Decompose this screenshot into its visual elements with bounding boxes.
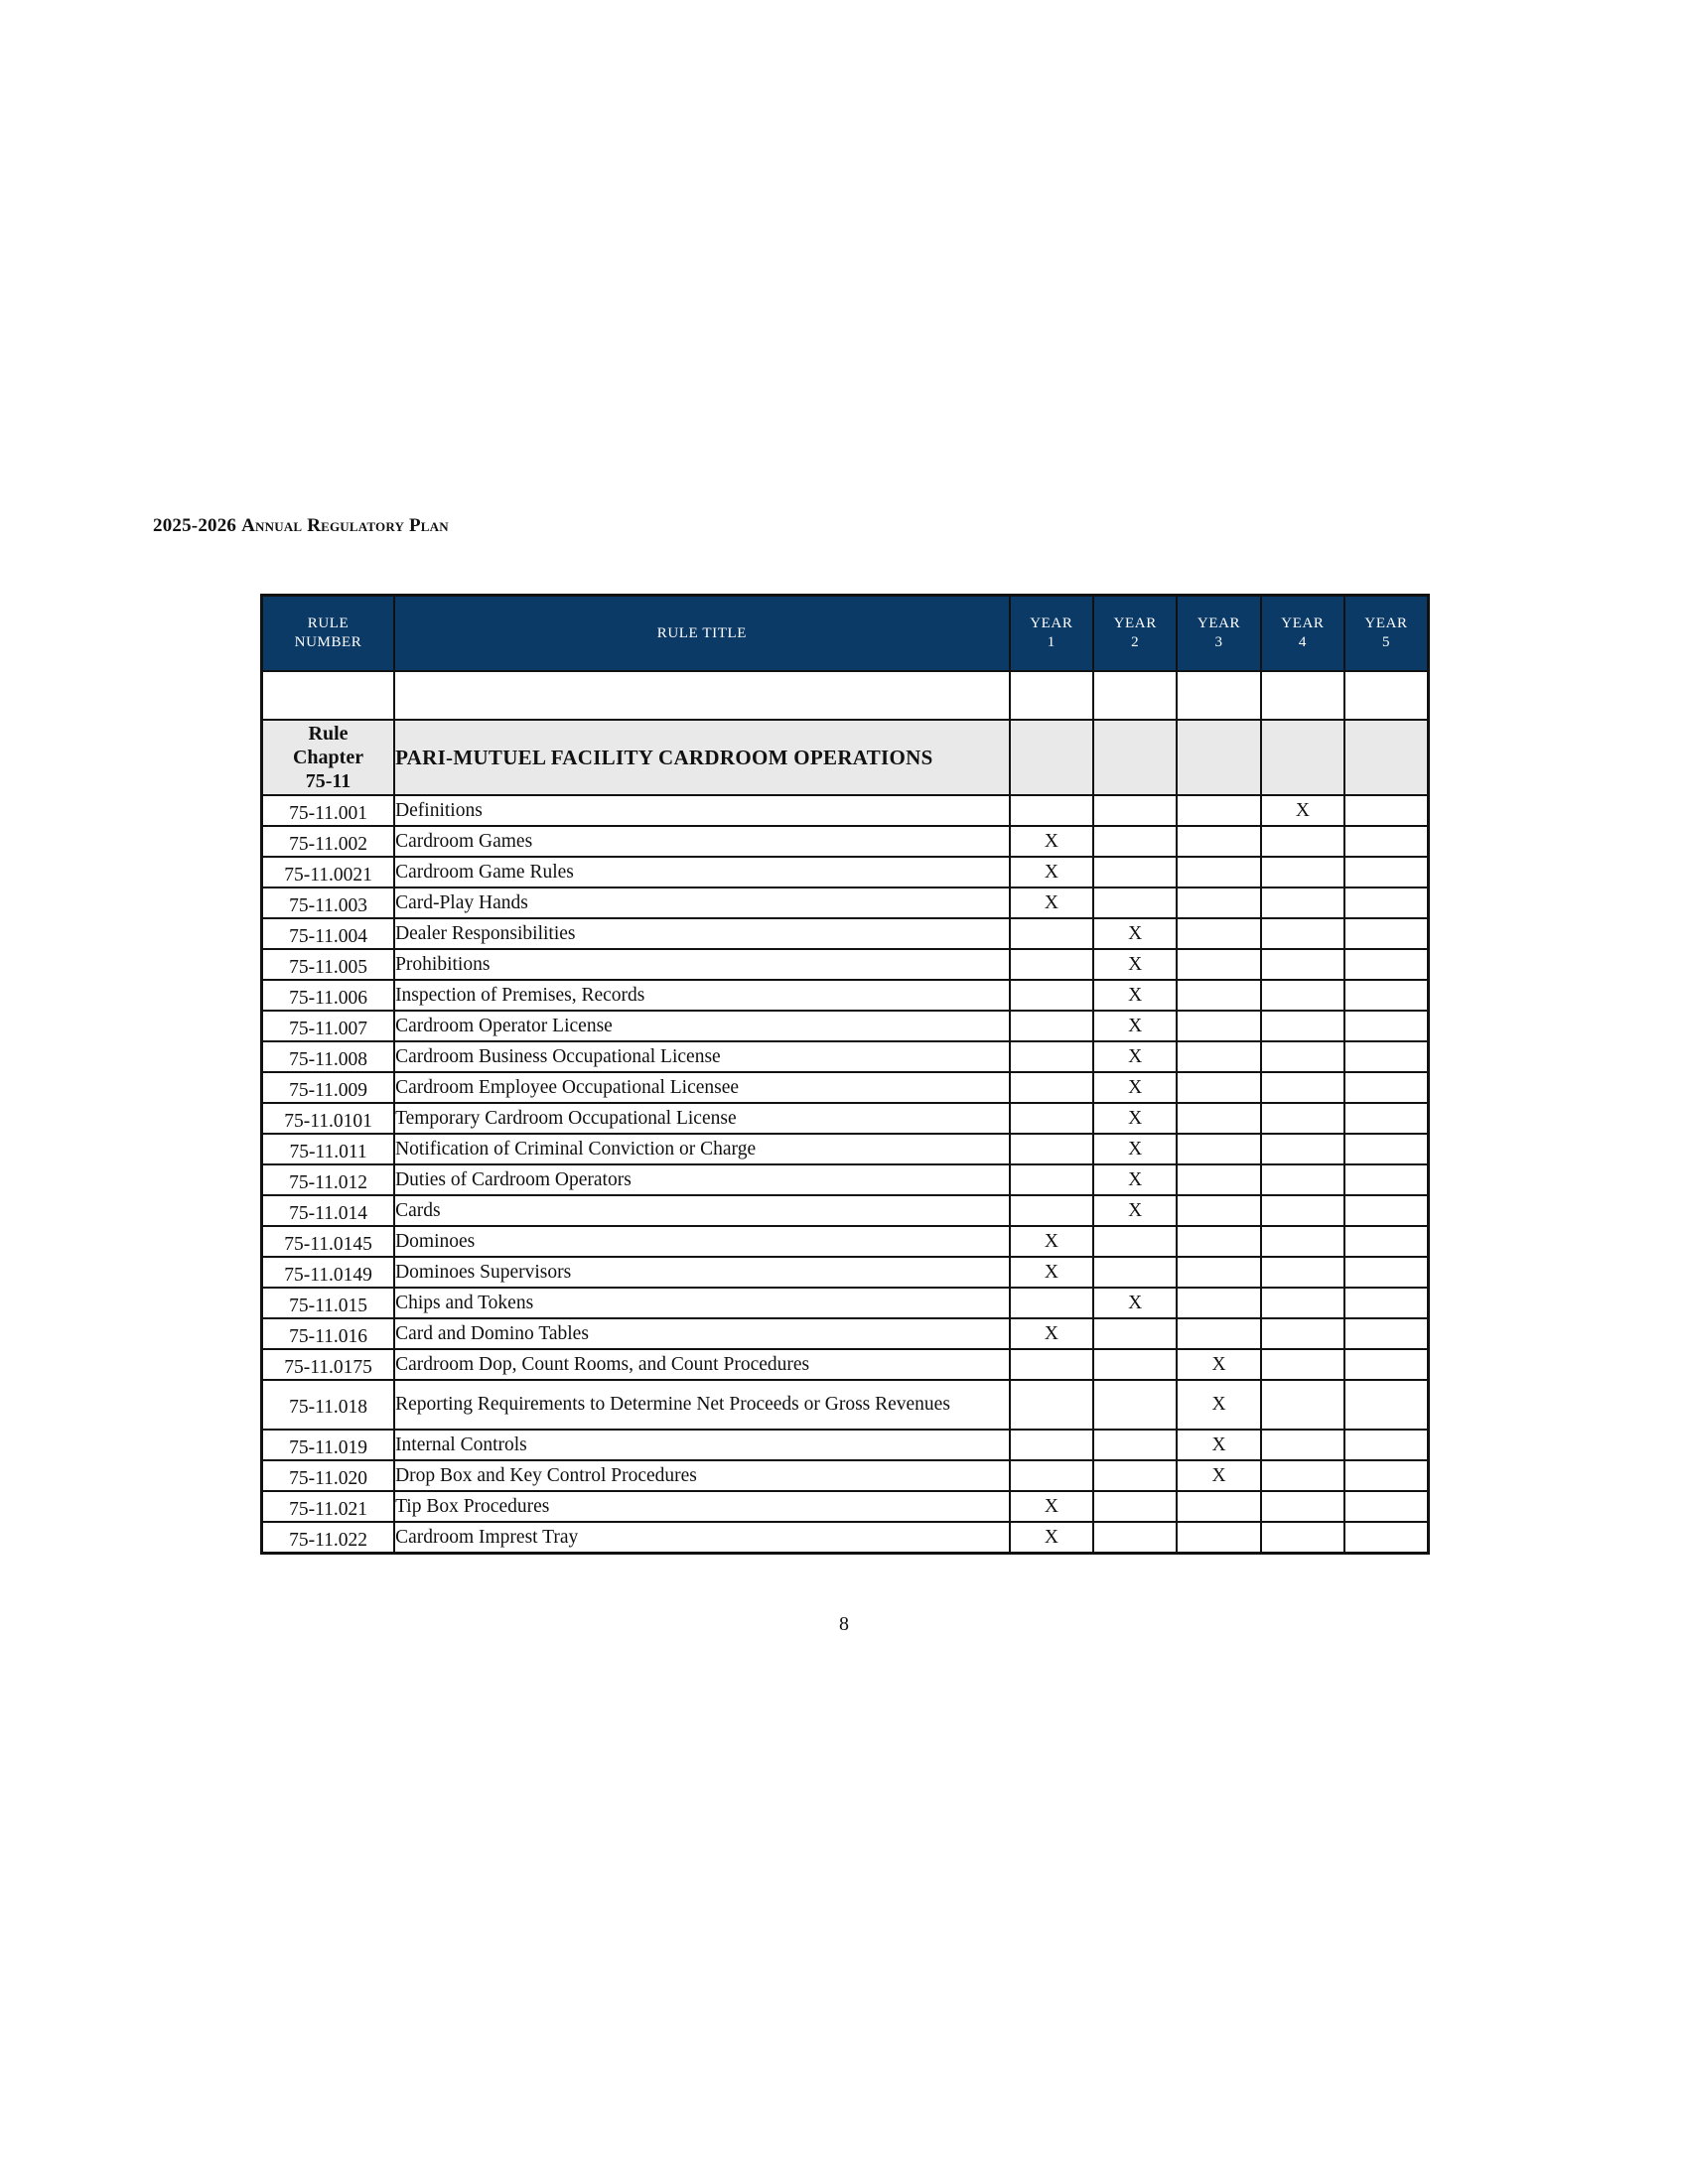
rule-number: 75-11.003 bbox=[289, 894, 367, 916]
year-2-mark: X bbox=[1093, 1041, 1177, 1072]
year-5-mark bbox=[1344, 1195, 1428, 1226]
year-3-mark bbox=[1177, 1257, 1260, 1288]
year-5-mark bbox=[1344, 1522, 1428, 1554]
year-1-mark: X bbox=[1010, 1226, 1093, 1257]
table-row bbox=[262, 1226, 1429, 1257]
column-header-year-3: YEAR 3 bbox=[1177, 596, 1260, 672]
rule-title: Cardroom Business Occupational License bbox=[394, 1041, 1010, 1072]
year-5-mark bbox=[1344, 918, 1428, 949]
rule-title: Dominoes bbox=[394, 1226, 1010, 1257]
year-5-mark bbox=[1344, 1011, 1428, 1041]
table-row bbox=[262, 1195, 1429, 1226]
rule-number: 75-11.0145 bbox=[284, 1233, 372, 1255]
year-5-mark bbox=[1344, 1349, 1428, 1380]
column-header-year-5: YEAR 5 bbox=[1344, 596, 1428, 672]
rule-number-cell bbox=[262, 1491, 395, 1522]
year-4-mark bbox=[1261, 1011, 1344, 1041]
year-4-mark bbox=[1261, 1430, 1344, 1460]
year-1-mark bbox=[1010, 1072, 1093, 1103]
rule-title: Notification of Criminal Conviction or Charge bbox=[394, 1134, 1010, 1164]
year-2-mark bbox=[1093, 826, 1177, 857]
rule-number: 75-11.001 bbox=[289, 802, 367, 824]
year-5-mark bbox=[1344, 826, 1428, 857]
table-row bbox=[262, 980, 1429, 1011]
year-4-mark bbox=[1261, 1380, 1344, 1430]
table-row bbox=[262, 826, 1429, 857]
year-3-mark bbox=[1177, 1195, 1260, 1226]
year-5-mark bbox=[1344, 1380, 1428, 1430]
rule-title: Chips and Tokens bbox=[394, 1288, 1010, 1318]
year-5-mark bbox=[1344, 1103, 1428, 1134]
rule-number-cell bbox=[262, 1257, 395, 1288]
rule-number: 75-11.0021 bbox=[284, 864, 372, 886]
year-3-mark bbox=[1177, 857, 1260, 887]
rule-title: Dealer Responsibilities bbox=[394, 918, 1010, 949]
year-2-mark bbox=[1093, 1430, 1177, 1460]
rule-title: Card-Play Hands bbox=[394, 887, 1010, 918]
year-3-mark: X bbox=[1177, 1460, 1260, 1491]
year-1-mark: X bbox=[1010, 857, 1093, 887]
year-4-mark bbox=[1261, 1349, 1344, 1380]
rule-number-cell bbox=[262, 1288, 395, 1318]
rule-number-cell bbox=[262, 1318, 395, 1349]
rule-number-cell bbox=[262, 1226, 395, 1257]
year-4-mark bbox=[1261, 857, 1344, 887]
year-2-mark: X bbox=[1093, 980, 1177, 1011]
year-4-mark bbox=[1261, 1195, 1344, 1226]
table-row bbox=[262, 1430, 1429, 1460]
rule-title: Cardroom Imprest Tray bbox=[394, 1522, 1010, 1554]
year-5-mark bbox=[1344, 887, 1428, 918]
rule-number: 75-11.0175 bbox=[284, 1356, 372, 1378]
rule-number: 75-11.016 bbox=[289, 1325, 367, 1347]
year-2-mark: X bbox=[1093, 1164, 1177, 1195]
rule-title: Card and Domino Tables bbox=[394, 1318, 1010, 1349]
year-4-mark bbox=[1261, 1318, 1344, 1349]
rule-number: 75-11.002 bbox=[289, 833, 367, 855]
chapter-number: Rule Chapter 75-11 bbox=[262, 720, 395, 795]
year-2-mark bbox=[1093, 795, 1177, 826]
table-row bbox=[262, 1134, 1429, 1164]
year-5-mark bbox=[1344, 857, 1428, 887]
table-row bbox=[262, 1072, 1429, 1103]
column-header-rule-title: RULE TITLE bbox=[394, 596, 1010, 672]
rule-number: 75-11.004 bbox=[289, 925, 367, 947]
rule-title: Inspection of Premises, Records bbox=[394, 980, 1010, 1011]
rule-title: Cards bbox=[394, 1195, 1010, 1226]
year-1-mark bbox=[1010, 1349, 1093, 1380]
table-row bbox=[262, 1318, 1429, 1349]
year-5-mark bbox=[1344, 1318, 1428, 1349]
year-2-mark: X bbox=[1093, 1288, 1177, 1318]
rule-title: Temporary Cardroom Occupational License bbox=[394, 1103, 1010, 1134]
year-4-mark bbox=[1261, 887, 1344, 918]
year-5-mark bbox=[1344, 949, 1428, 980]
year-3-mark bbox=[1177, 1164, 1260, 1195]
year-2-mark: X bbox=[1093, 918, 1177, 949]
year-1-mark bbox=[1010, 795, 1093, 826]
year-3-mark bbox=[1177, 795, 1260, 826]
year-4-mark bbox=[1261, 826, 1344, 857]
rule-number: 75-11.012 bbox=[289, 1171, 367, 1193]
year-1-mark bbox=[1010, 1011, 1093, 1041]
column-header-year-1: YEAR 1 bbox=[1010, 596, 1093, 672]
rule-number: 75-11.014 bbox=[289, 1202, 367, 1224]
year-1-mark bbox=[1010, 980, 1093, 1011]
year-2-mark bbox=[1093, 1226, 1177, 1257]
year-5-mark bbox=[1344, 795, 1428, 826]
year-3-mark bbox=[1177, 1288, 1260, 1318]
year-3-mark bbox=[1177, 1011, 1260, 1041]
year-3-mark bbox=[1177, 980, 1260, 1011]
rule-title: Duties of Cardroom Operators bbox=[394, 1164, 1010, 1195]
year-1-mark: X bbox=[1010, 887, 1093, 918]
rule-number: 75-11.0101 bbox=[284, 1110, 372, 1132]
year-5-mark bbox=[1344, 1430, 1428, 1460]
table-row bbox=[262, 1164, 1429, 1195]
rule-title: Drop Box and Key Control Procedures bbox=[394, 1460, 1010, 1491]
year-1-mark bbox=[1010, 1430, 1093, 1460]
year-1-mark bbox=[1010, 1460, 1093, 1491]
year-5-mark bbox=[1344, 1288, 1428, 1318]
year-1-mark bbox=[1010, 949, 1093, 980]
rule-number: 75-11.015 bbox=[289, 1295, 367, 1316]
table-row bbox=[262, 1103, 1429, 1134]
year-2-mark bbox=[1093, 1460, 1177, 1491]
table-row bbox=[262, 1257, 1429, 1288]
rule-title: Prohibitions bbox=[394, 949, 1010, 980]
year-3-mark bbox=[1177, 1318, 1260, 1349]
rule-number: 75-11.019 bbox=[289, 1436, 367, 1458]
year-4-mark bbox=[1261, 1103, 1344, 1134]
year-4-mark bbox=[1261, 949, 1344, 980]
year-3-mark: X bbox=[1177, 1380, 1260, 1430]
year-2-mark: X bbox=[1093, 1011, 1177, 1041]
year-3-mark bbox=[1177, 826, 1260, 857]
rule-number: 75-11.018 bbox=[289, 1397, 367, 1418]
rule-number: 75-11.009 bbox=[289, 1079, 367, 1101]
year-2-mark: X bbox=[1093, 1134, 1177, 1164]
year-5-mark bbox=[1344, 1460, 1428, 1491]
rule-number-cell bbox=[262, 1522, 395, 1554]
year-1-mark bbox=[1010, 918, 1093, 949]
year-3-mark bbox=[1177, 949, 1260, 980]
year-1-mark bbox=[1010, 1134, 1093, 1164]
table-row bbox=[262, 1041, 1429, 1072]
column-header-year-4: YEAR 4 bbox=[1261, 596, 1344, 672]
rule-number-cell bbox=[262, 1011, 395, 1041]
year-4-mark bbox=[1261, 1460, 1344, 1491]
year-5-mark bbox=[1344, 1257, 1428, 1288]
year-2-mark: X bbox=[1093, 1195, 1177, 1226]
rule-number-cell bbox=[262, 918, 395, 949]
chapter-row bbox=[262, 720, 1429, 795]
year-4-mark bbox=[1261, 1072, 1344, 1103]
header-title: Annual Regulatory Plan bbox=[241, 515, 449, 536]
rule-number-cell bbox=[262, 887, 395, 918]
rule-number-cell bbox=[262, 1041, 395, 1072]
year-2-mark bbox=[1093, 887, 1177, 918]
rule-number-cell bbox=[262, 1195, 395, 1226]
year-3-mark bbox=[1177, 1103, 1260, 1134]
year-2-mark: X bbox=[1093, 1072, 1177, 1103]
year-2-mark: X bbox=[1093, 949, 1177, 980]
rule-number: 75-11.005 bbox=[289, 956, 367, 978]
year-3-mark bbox=[1177, 1134, 1260, 1164]
year-5-mark bbox=[1344, 1491, 1428, 1522]
year-3-mark bbox=[1177, 1522, 1260, 1554]
table-row bbox=[262, 1460, 1429, 1491]
column-header-year-2: YEAR 2 bbox=[1093, 596, 1177, 672]
year-2-mark bbox=[1093, 1491, 1177, 1522]
rule-number-cell bbox=[262, 1164, 395, 1195]
year-2-mark bbox=[1093, 1522, 1177, 1554]
rule-title: Reporting Requirements to Determine Net Proceeds or Gross Revenues bbox=[394, 1380, 1010, 1430]
year-2-mark: X bbox=[1093, 1103, 1177, 1134]
rule-number-cell bbox=[262, 795, 395, 826]
rule-number-cell bbox=[262, 857, 395, 887]
rule-number-cell bbox=[262, 1349, 395, 1380]
year-1-mark: X bbox=[1010, 1522, 1093, 1554]
year-2-mark bbox=[1093, 1349, 1177, 1380]
rule-number-cell bbox=[262, 1134, 395, 1164]
table-row bbox=[262, 887, 1429, 918]
year-3-mark bbox=[1177, 1072, 1260, 1103]
rule-number: 75-11.011 bbox=[289, 1141, 367, 1162]
year-4-mark bbox=[1261, 1257, 1344, 1288]
year-2-mark bbox=[1093, 857, 1177, 887]
year-4-mark bbox=[1261, 1288, 1344, 1318]
page-number: 8 bbox=[839, 1613, 849, 1635]
year-1-mark: X bbox=[1010, 1257, 1093, 1288]
table-row bbox=[262, 857, 1429, 887]
table-row bbox=[262, 1349, 1429, 1380]
table-row bbox=[262, 1011, 1429, 1041]
regulatory-plan-table bbox=[260, 594, 1430, 1555]
rule-number-cell bbox=[262, 949, 395, 980]
year-3-mark bbox=[1177, 887, 1260, 918]
rule-number: 75-11.007 bbox=[289, 1018, 367, 1039]
year-2-mark bbox=[1093, 1318, 1177, 1349]
rule-number-cell bbox=[262, 980, 395, 1011]
rule-number-cell bbox=[262, 1380, 395, 1430]
rule-title: Cardroom Dop, Count Rooms, and Count Procedures bbox=[394, 1349, 1010, 1380]
rule-title: Cardroom Employee Occupational Licensee bbox=[394, 1072, 1010, 1103]
blank-row bbox=[262, 671, 1429, 720]
rule-number: 75-11.022 bbox=[289, 1529, 367, 1551]
year-2-mark bbox=[1093, 1380, 1177, 1430]
rule-number-cell bbox=[262, 1430, 395, 1460]
year-5-mark bbox=[1344, 980, 1428, 1011]
year-1-mark: X bbox=[1010, 1318, 1093, 1349]
header-year: 2025-2026 bbox=[153, 515, 237, 536]
table-row bbox=[262, 795, 1429, 826]
rule-title: Cardroom Operator License bbox=[394, 1011, 1010, 1041]
chapter-title: PARI-MUTUEL FACILITY CARDROOM OPERATIONS bbox=[394, 720, 1010, 795]
year-1-mark bbox=[1010, 1380, 1093, 1430]
year-1-mark bbox=[1010, 1195, 1093, 1226]
year-1-mark bbox=[1010, 1164, 1093, 1195]
document-header bbox=[153, 515, 449, 537]
rule-title: Cardroom Games bbox=[394, 826, 1010, 857]
rule-number-cell bbox=[262, 1460, 395, 1491]
year-5-mark bbox=[1344, 1164, 1428, 1195]
year-4-mark: X bbox=[1261, 795, 1344, 826]
rule-number: 75-11.008 bbox=[289, 1048, 367, 1070]
year-1-mark: X bbox=[1010, 826, 1093, 857]
year-3-mark bbox=[1177, 1041, 1260, 1072]
year-3-mark bbox=[1177, 1491, 1260, 1522]
rule-number-cell bbox=[262, 826, 395, 857]
rule-number: 75-11.006 bbox=[289, 987, 367, 1009]
year-1-mark: X bbox=[1010, 1491, 1093, 1522]
year-1-mark bbox=[1010, 1103, 1093, 1134]
year-5-mark bbox=[1344, 1134, 1428, 1164]
year-4-mark bbox=[1261, 1041, 1344, 1072]
year-4-mark bbox=[1261, 1226, 1344, 1257]
table-row bbox=[262, 1491, 1429, 1522]
year-4-mark bbox=[1261, 980, 1344, 1011]
table-row bbox=[262, 949, 1429, 980]
year-4-mark bbox=[1261, 1491, 1344, 1522]
table-row bbox=[262, 918, 1429, 949]
year-4-mark bbox=[1261, 1164, 1344, 1195]
table-row bbox=[262, 1522, 1429, 1554]
column-header-rule-number: RULE NUMBER bbox=[262, 596, 395, 672]
year-3-mark bbox=[1177, 918, 1260, 949]
year-5-mark bbox=[1344, 1226, 1428, 1257]
year-5-mark bbox=[1344, 1041, 1428, 1072]
year-1-mark bbox=[1010, 1041, 1093, 1072]
year-3-mark bbox=[1177, 1226, 1260, 1257]
year-3-mark: X bbox=[1177, 1430, 1260, 1460]
table-row bbox=[262, 1380, 1429, 1430]
rule-title: Dominoes Supervisors bbox=[394, 1257, 1010, 1288]
rule-number: 75-11.0149 bbox=[284, 1264, 372, 1286]
year-1-mark bbox=[1010, 1288, 1093, 1318]
rule-number: 75-11.020 bbox=[289, 1467, 367, 1489]
table-header-row bbox=[262, 596, 1429, 672]
table-row bbox=[262, 1288, 1429, 1318]
year-3-mark: X bbox=[1177, 1349, 1260, 1380]
rule-title: Cardroom Game Rules bbox=[394, 857, 1010, 887]
rule-number: 75-11.021 bbox=[289, 1498, 367, 1520]
year-4-mark bbox=[1261, 1522, 1344, 1554]
rule-title: Tip Box Procedures bbox=[394, 1491, 1010, 1522]
year-4-mark bbox=[1261, 1134, 1344, 1164]
rule-title: Definitions bbox=[394, 795, 1010, 826]
year-4-mark bbox=[1261, 918, 1344, 949]
rule-number-cell bbox=[262, 1103, 395, 1134]
rule-number-cell bbox=[262, 1072, 395, 1103]
year-5-mark bbox=[1344, 1072, 1428, 1103]
rule-title: Internal Controls bbox=[394, 1430, 1010, 1460]
year-2-mark bbox=[1093, 1257, 1177, 1288]
